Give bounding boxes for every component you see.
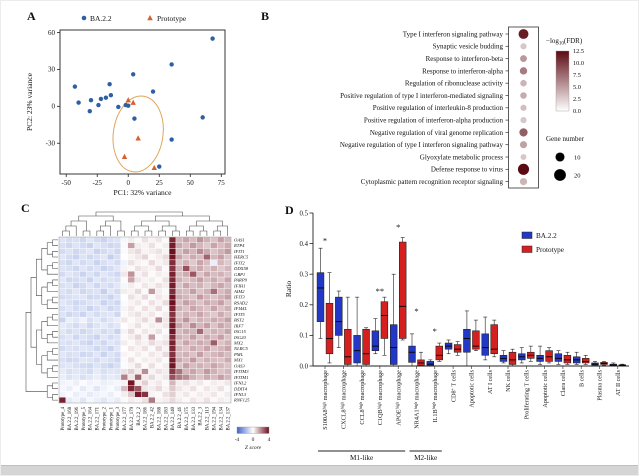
svg-text:Negative regulation of type I: Negative regulation of type I interferon signaling pathway (339, 141, 503, 150)
svg-text:BA.2.2_134: BA.2.2_134 (219, 407, 225, 431)
svg-text:*: * (322, 235, 328, 246)
panel-label-b: B (261, 9, 270, 23)
svg-text:30: 30 (48, 65, 55, 74)
svg-text:OAS3: OAS3 (234, 363, 245, 369)
svg-text:IFNL2: IFNL2 (234, 380, 247, 386)
zscore-legend (235, 427, 271, 451)
column-dendrogram (62, 212, 227, 236)
svg-text:RTP4: RTP4 (234, 243, 245, 249)
svg-text:NK cells: NK cells (505, 370, 513, 392)
svg-text:Plasma cells: Plasma cells (596, 370, 604, 401)
svg-text:IFITM1: IFITM1 (234, 374, 249, 380)
svg-text:Negative regulation of viral g: Negative regulation of viral genome replication (369, 128, 503, 137)
svg-text:CD8+ T cells: CD8+ T cells (449, 370, 458, 403)
svg-text:PARP9: PARP9 (234, 277, 247, 283)
svg-text:BA.2.2_179: BA.2.2_179 (129, 407, 135, 431)
svg-text:BA.2.2_196: BA.2.2_196 (74, 407, 80, 431)
panel-label-d: D (285, 203, 294, 217)
celltype-boxplot (279, 199, 639, 469)
svg-text:BA.2.2_171: BA.2.2_171 (95, 407, 101, 431)
pca-legend (82, 14, 187, 23)
svg-text:Response to interferon-beta: Response to interferon-beta (425, 55, 503, 63)
svg-text:BST2: BST2 (234, 317, 244, 323)
svg-text:Prototype: Prototype (536, 246, 564, 254)
pca-scatter-plot (19, 7, 251, 199)
svg-text:Z score: Z score (244, 445, 262, 451)
macrophage-group-labels (318, 451, 442, 462)
svg-text:BA.2.2_164: BA.2.2_164 (88, 407, 94, 431)
window-bottom-bar (1, 465, 638, 475)
dotplot-rows (340, 27, 539, 188)
panel-label-c: C (21, 201, 30, 215)
svg-text:*: * (432, 325, 437, 336)
svg-text:DDIT4: DDIT4 (234, 386, 248, 392)
svg-text:Prototype_1: Prototype_1 (109, 407, 115, 431)
svg-text:IRF7: IRF7 (234, 323, 244, 329)
svg-text:IFNL3: IFNL3 (234, 392, 247, 398)
svg-text:S100A8high macrophage: $S100A8^{high}$ macrophage (321, 370, 330, 430)
svg-text:0: 0 (126, 179, 130, 187)
heatmap-cells (59, 237, 231, 403)
svg-text:5.0: 5.0 (573, 84, 581, 92)
svg-text:-30: -30 (45, 139, 55, 148)
svg-text:Type I interferon signaling pa: Type I interferon signaling pathway (402, 30, 503, 39)
svg-text:50: 50 (186, 179, 194, 187)
scatter-points-prototype (122, 97, 157, 170)
svg-text:Synaptic vesicle budding: Synaptic vesicle budding (432, 42, 503, 51)
svg-text:BA.2.2_168: BA.2.2_168 (68, 407, 74, 431)
svg-text:GBP1: GBP1 (234, 271, 246, 277)
svg-text:Regulation of ribonuclease act: Regulation of ribonuclease activity (404, 79, 503, 88)
svg-text:0.3: 0.3 (299, 271, 308, 279)
scatter-points-ba22 (73, 36, 215, 168)
gene-number-legend (546, 135, 585, 181)
panel-a-pca-scatter (19, 7, 251, 199)
svg-text:BA.2.2_113: BA.2.2_113 (205, 407, 211, 431)
svg-text:MX1: MX1 (234, 357, 243, 363)
svg-text:Positive regulation of interle: Positive regulation of interleukin-8 production (372, 104, 503, 113)
svg-text:NLRC5: NLRC5 (234, 346, 248, 352)
svg-text:B cells: B cells (578, 370, 586, 388)
svg-text:Gene number: Gene number (546, 135, 584, 143)
svg-text:BA.2.2: BA.2.2 (90, 14, 112, 23)
svg-text:NR4A1high macrophage: $NR4A1^{high}$ macrophage (412, 370, 421, 429)
svg-text:MX2: MX2 (234, 340, 243, 346)
svg-text:BA.2.2_133: BA.2.2_133 (191, 407, 197, 431)
svg-text:M2-like: M2-like (414, 454, 438, 462)
boxplot-boxes (317, 237, 626, 366)
svg-text:20: 20 (574, 172, 581, 180)
svg-text:Prototype: Prototype (157, 14, 187, 23)
fdr-colorbar-legend (546, 37, 584, 115)
svg-text:IFIT3: IFIT3 (234, 294, 245, 300)
svg-text:IFIT5: IFIT5 (234, 311, 245, 317)
svg-text:BA.2.2: BA.2.2 (536, 232, 557, 240)
svg-text:BA.2.2_188: BA.2.2_188 (157, 407, 163, 431)
svg-text:Defense response to virus: Defense response to virus (430, 165, 503, 174)
panel-c-heatmap (13, 199, 285, 469)
svg-text:BA.2.2_137: BA.2.2_137 (226, 407, 232, 431)
svg-text:BA.2.2_175: BA.2.2_175 (184, 407, 190, 431)
svg-text:*: * (414, 305, 419, 316)
svg-text:ISG20: ISG20 (234, 334, 246, 340)
svg-text:Ratio: Ratio (284, 280, 293, 298)
boxplot-category-labels (321, 369, 622, 429)
svg-text:IFIT1: IFIT1 (234, 248, 245, 254)
svg-text:2.5: 2.5 (573, 96, 581, 104)
svg-text:0: 0 (251, 437, 255, 443)
svg-text:PML: PML (234, 351, 244, 357)
svg-text:0.4: 0.4 (299, 240, 308, 248)
svg-text:7.5: 7.5 (573, 72, 581, 80)
svg-text:0.2: 0.2 (299, 302, 308, 310)
svg-text:ISG15: ISG15 (234, 329, 246, 335)
svg-text:PC2: 23% variance: PC2: 23% variance (25, 73, 34, 131)
svg-text:BA.2.2_2: BA.2.2_2 (136, 407, 142, 426)
svg-text:Prototype_4: Prototype_4 (61, 407, 67, 431)
svg-text:BA.2.2_46: BA.2.2_46 (178, 407, 184, 429)
svg-text:Prototype_5: Prototype_5 (81, 407, 87, 431)
svg-text:IFITM3: IFITM3 (234, 369, 249, 375)
svg-text:Proliferating T cells: Proliferating T cells (523, 370, 531, 420)
svg-text:−log10(FDR): $-\log_{10}(FDR)$ (546, 37, 583, 47)
svg-text:M1-like: M1-like (350, 454, 374, 462)
svg-text:AT II cells: AT II cells (615, 370, 622, 397)
svg-text:10.0: 10.0 (573, 60, 585, 68)
svg-text:BA.2.2_3: BA.2.2_3 (198, 407, 204, 426)
svg-text:-25: -25 (92, 179, 102, 187)
svg-text:RSAD2: RSAD2 (234, 300, 248, 306)
svg-text:AIM2: AIM2 (234, 288, 245, 294)
svg-text:IFIH1: IFIH1 (234, 283, 246, 289)
svg-text:Prototype_3: Prototype_3 (116, 407, 122, 431)
pathway-dotplot (256, 7, 639, 199)
svg-text:CCL8high macrophage: $CCL8^{high}$ macrophage (358, 370, 366, 425)
svg-text:BA.2.2_42: BA.2.2_42 (150, 407, 156, 429)
panel-d-boxplot (279, 199, 639, 469)
svg-text:0.0: 0.0 (573, 108, 581, 116)
svg-text:BA.2.2_140: BA.2.2_140 (171, 407, 177, 431)
svg-text:IL1Bhigh macrophage: $IL1B^{high}$ macrophage (431, 370, 439, 423)
svg-text:4: 4 (267, 437, 271, 443)
svg-text:Prototype_2: Prototype_2 (102, 407, 108, 431)
svg-text:Positive regulation of type I: Positive regulation of type I interferon-mediated signaling (340, 91, 503, 100)
svg-text:Glyoxylate metabolic process: Glyoxylate metabolic process (419, 153, 503, 162)
svg-text:Apoptotic cells: Apoptotic cells (468, 370, 476, 408)
svg-text:Cytoplasmic pattern recognitio: Cytoplasmic pattern recognition receptor signaling (360, 178, 503, 186)
heatmap-gene-labels (233, 237, 250, 402)
row-dendrogram (26, 240, 58, 400)
svg-text:IFI44L: IFI44L (234, 306, 248, 312)
svg-text:APOEhigh macrophage: $APOE^{high}$ macrophage (394, 370, 403, 426)
svg-text:BA.2.2_183: BA.2.2_183 (164, 407, 170, 431)
svg-text:BA.2.2_177: BA.2.2_177 (123, 407, 129, 431)
svg-text:OAS1: OAS1 (234, 237, 245, 243)
svg-text:12.5: 12.5 (573, 48, 585, 56)
svg-text:0.0: 0.0 (299, 363, 308, 371)
svg-text:RNF125: RNF125 (234, 397, 250, 403)
panel-label-a: A (27, 9, 36, 23)
svg-text:AT I cells: AT I cells (486, 370, 494, 394)
svg-text:BA.2.2_194: BA.2.2_194 (212, 407, 218, 431)
svg-text:Response to interferon-alpha: Response to interferon-alpha (422, 67, 503, 76)
svg-text:BA.2.2_186: BA.2.2_186 (143, 407, 149, 431)
boxplot-legend (522, 232, 564, 254)
svg-text:*: * (396, 221, 401, 232)
svg-text:**: ** (375, 286, 385, 297)
svg-text:-4: -4 (234, 437, 240, 443)
heatmap-sample-labels (61, 406, 231, 430)
svg-text:-50: -50 (61, 179, 71, 187)
svg-text:HERC5: HERC5 (234, 254, 249, 260)
svg-text:75: 75 (217, 179, 225, 187)
pca-axes (25, 29, 225, 197)
gene-heatmap (13, 199, 285, 469)
svg-text:Apoptotic cells: Apoptotic cells (541, 370, 549, 408)
svg-text:Clara cells: Clara cells (560, 370, 568, 397)
svg-text:60: 60 (48, 28, 55, 37)
panel-b-pathway-dotplot (256, 7, 639, 199)
svg-text:Positive regulation of interfe: Positive regulation of interferon-alpha production (363, 116, 503, 125)
svg-text:0: 0 (51, 102, 55, 111)
svg-text:25: 25 (155, 179, 163, 187)
svg-text:0.5: 0.5 (299, 210, 308, 218)
svg-text:0.1: 0.1 (299, 332, 308, 340)
svg-text:CXCL8high macrophage: $CXCL8^{high}$ macrophage (339, 370, 348, 430)
svg-text:PC1: 32% variance: PC1: 32% variance (113, 188, 172, 197)
svg-text:10: 10 (574, 154, 581, 162)
svg-text:C1QBhigh macrophage: $C1QB^{high}$ macrophage (376, 370, 385, 426)
svg-text:DDX58: DDX58 (234, 266, 249, 272)
svg-text:IFIT2: IFIT2 (234, 260, 245, 266)
